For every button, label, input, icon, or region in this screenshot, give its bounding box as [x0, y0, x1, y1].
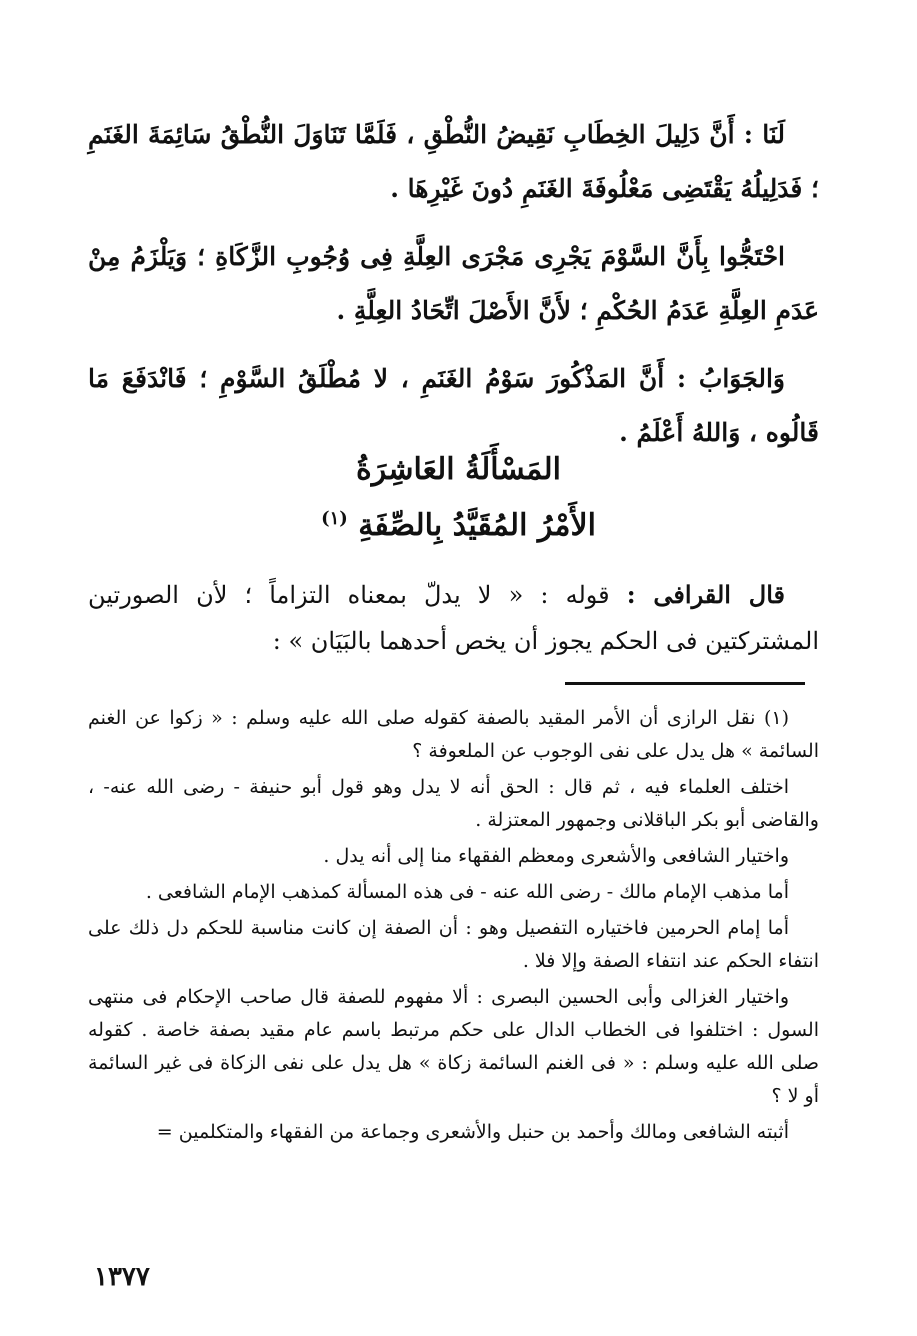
quote-speaker: قال القرافى :: [626, 580, 785, 609]
paragraph-answer: وَالجَوَابُ : أَنَّ المَذْكُورَ سَوْمُ الغَنَمِ ، لا مُطْلَقُ السَّوْمِ ؛ فَانْدَفَعَ مَا قَالُوه ، وَاللهُ أَعْلَمُ .: [88, 364, 819, 447]
main-text: [88, 108, 819, 474]
qarafi-quote: [88, 572, 819, 664]
quote-text: قوله : « لا يدلّ بمعناه التزاماً ؛ لأن الصورتين المشتركتين فى الحكم يجوز أن يخص أحدهما بالبَيَان » :: [88, 581, 819, 655]
footnote-3: واختيار الشافعى والأشعرى ومعظم الفقهاء منا إلى أنه يدل .: [323, 845, 789, 867]
page-number: ١٣٧٧: [94, 1262, 150, 1292]
topic-heading-text: الأَمْرُ المُقَيَّدُ بِالصِّفَةِ: [358, 508, 596, 543]
topic-heading: [0, 508, 917, 543]
footnote-7: أثبته الشافعى ومالك وأحمد بن حنبل والأشعرى وجماعة من الفقهاء والمتكلمين =: [156, 1121, 789, 1143]
footnote-separator: [565, 682, 805, 685]
footnote-4: أما مذهب الإمام مالك - رضى الله عنه - فى هذه المسألة كمذهب الإمام الشافعى .: [145, 881, 789, 903]
paragraph-objection: احْتَجُّوا بِأَنَّ السَّوْمَ يَجْرِى مَجْرَى العِلَّةِ فِى وُجُوبِ الزَّكَاةِ ؛ وَيَلْزَمُ مِنْ عَدَمِ العِلَّةِ عَدَمُ الحُكْمِ ؛ لأَنَّ الأَصْلَ اتِّحَادُ العِلَّةِ .: [88, 242, 819, 325]
footnote-reference: (١): [321, 508, 348, 529]
issue-heading: المَسْأَلَةُ العَاشِرَةُ: [356, 452, 561, 487]
quote-paragraph: [88, 572, 819, 664]
footnotes: [88, 702, 819, 1152]
paragraph-argument: لَنَا : أَنَّ دَلِيلَ الخِطَابِ نَقِيضُ النُّطْقِ ، فَلَمَّا تَنَاوَلَ النُّطْقُ سَائِمَةَ الغَنَمِ ؛ فَدَلِيلُهُ يَقْتَضِى مَعْلُوفَةَ الغَنَمِ دُونَ غَيْرِهَا .: [88, 120, 819, 203]
footnote-2: اختلف العلماء فيه ، ثم قال : الحق أنه لا يدل وهو قول أبو حنيفة - رضى الله عنه- ، والقاضى أبو بكر الباقلانى وجمهور المعتزلة .: [88, 776, 819, 831]
footnote-5: أما إمام الحرمين فاختياره التفصيل وهو : أن الصفة إن كانت مناسبة للحكم دل ذلك على انتفاء الحكم عند انتفاء الصفة وإلا فلا .: [88, 917, 819, 972]
footnote-1: (١) نقل الرازى أن الأمر المقيد بالصفة كقوله صلى الله عليه وسلم : « زكوا عن الغنم السائمة » هل يدل على نفى الوجوب عن الملعوفة ؟: [88, 707, 819, 762]
footnote-6: واختيار الغزالى وأبى الحسين البصرى : ألا مفهوم للصفة قال صاحب الإحكام فى منتهى السول : اختلفوا فى الخطاب الدال على حكم مرتبط باسم عام مقيد بصفة خاصة . كقوله صلى الله عليه وسلم : « فى الغنم السائمة زكاة » هل يدل على نفى الزكاة فى غير السائمة أو لا ؟: [88, 986, 819, 1107]
